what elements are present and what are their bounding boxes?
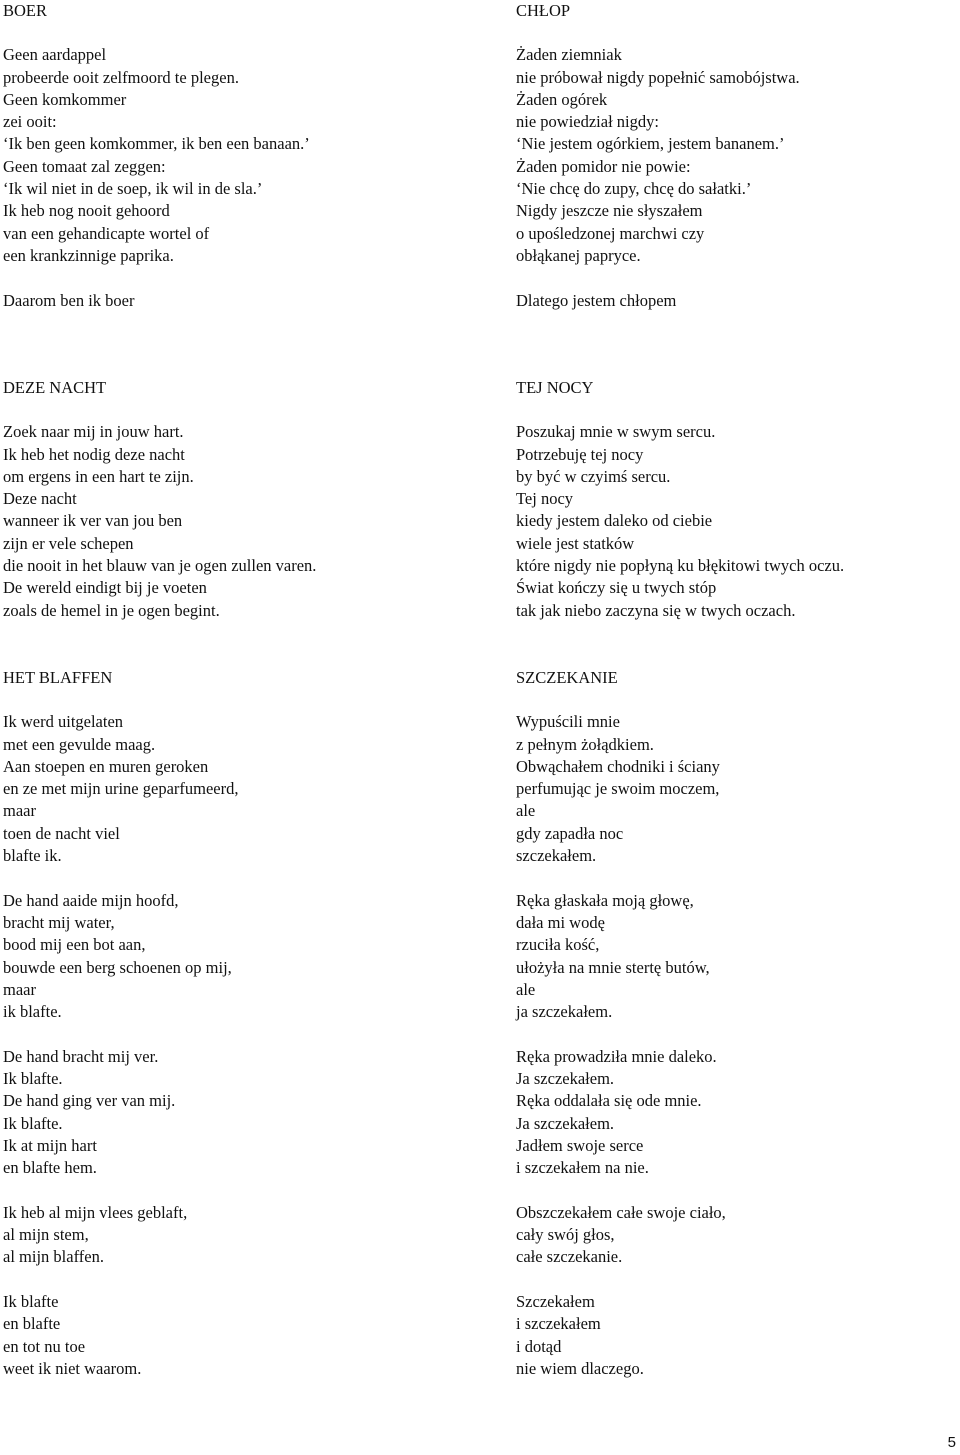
poem-title: DEZE NACHT [3,378,107,397]
poem-line: bracht mij water, [3,912,115,932]
poem-line: Ik werd uitgelaten [3,712,124,732]
poem-line: z pełnym żołądkiem. [516,734,654,754]
poem-line: ik blafte. [3,1002,62,1022]
stanza [3,421,463,622]
poem-line: Ik heb al mijn vlees geblaft, [3,1202,188,1222]
poem-line: De wereld eindigt bij je voeten [3,578,207,598]
poem-dutch-deze-nacht [3,377,463,622]
poem-line: gdy zapadła noc [516,823,624,843]
poem-line: De hand bracht mij ver. [3,1046,159,1066]
poem-line: Potrzebuję tej nocy [516,444,644,464]
stanza [3,1202,463,1269]
poem-line: Ręka oddalała się ode mnie. [516,1091,702,1111]
poem-line: Żaden pomidor nie powie: [516,156,691,176]
poem-line: obłąkanej papryce. [516,245,641,265]
poem-line: kiedy jestem daleko od ciebie [516,511,713,531]
poem-line: Dlatego jestem chłopem [516,290,677,310]
poem-line: zoals de hemel in je ogen begint. [3,600,220,620]
poem-line: ‘Ik wil niet in de soep, ik wil in de sla.’ [3,179,263,199]
poem-line: toen de nacht viel [3,823,120,843]
poem-line: Ik blafte. [3,1113,63,1133]
title-spacer [516,399,960,421]
poem-line: ‘Ik ben geen komkommer, ik ben een banaan.’ [3,134,310,154]
poem-title: TEJ NOCY [516,378,594,397]
stanza [3,1291,463,1380]
page-number: 5 [947,1434,956,1451]
poem-line: probeerde ooit zelfmoord te plegen. [3,67,239,87]
poem-line: Obwąchałem chodniki i ściany [516,756,720,776]
poem-line: Aan stoepen en muren geroken [3,756,209,776]
stanza-spacer [3,867,463,889]
poem-title: SZCZEKANIE [516,668,618,687]
stanza [516,1202,960,1269]
poem-line: weet ik niet waarom. [3,1358,142,1378]
stanza [516,44,960,267]
poem-line: Żaden ziemniak [516,45,622,65]
title-spacer [3,399,463,421]
poem-line: ułożyła na mnie stertę butów, [516,957,710,977]
title-spacer [3,22,463,44]
poem-line: ale [516,801,536,821]
poem-line: Obszczekałem całe swoje ciało, [516,1202,726,1222]
poem-line: rzuciła kość, [516,935,600,955]
poem-line: met een gevulde maag. [3,734,156,754]
poem-line: al mijn blaffen. [3,1247,104,1267]
poem-line: en ze met mijn urine geparfumeerd, [3,779,239,799]
stanza [516,711,960,867]
poem-line: Poszukaj mnie w swym sercu. [516,422,716,442]
poem-line: Zoek naar mij in jouw hart. [3,422,184,442]
poem-line: całe szczekanie. [516,1247,623,1267]
poem-line: Ręka głaskała moją głowę, [516,890,694,910]
poem-line: by być w czyimś sercu. [516,466,671,486]
poem-line: Nigdy jeszcze nie słyszałem [516,201,703,221]
poem-line: zei ooit: [3,112,57,132]
poem-line: i szczekałem [516,1314,601,1334]
poem-line: Jadłem swoje serce [516,1135,644,1155]
poem-line: die nooit in het blauw van je ogen zullen varen. [3,556,317,576]
stanza-spacer [3,1023,463,1045]
stanza-spacer [3,267,463,289]
poem-line: ‘Nie chcę do zupy, chcę do sałatki.’ [516,179,752,199]
stanza [3,290,463,312]
poem-line: De hand aaide mijn hoofd, [3,890,179,910]
poem-line: Świat kończy się u twych stóp [516,578,717,598]
poem-line: al mijn stem, [3,1225,89,1245]
poem-line: nie powiedział nigdy: [516,112,659,132]
poem-line: Geen tomaat zal zeggen: [3,156,166,176]
poem-line: Deze nacht [3,489,77,509]
stanza-spacer [516,267,960,289]
poem-line: De hand ging ver van mij. [3,1091,176,1111]
poem-line: van een gehandicapte wortel of [3,223,210,243]
stanza-spacer [3,1269,463,1291]
poem-line: bouwde een berg schoenen op mij, [3,957,232,977]
poem-title: CHŁOP [516,1,571,20]
stanza [3,890,463,1024]
poem-line: maar [3,801,36,821]
poem-line: tak jak niebo zaczyna się w twych oczach. [516,600,796,620]
stanza-spacer [516,867,960,889]
poem-line: Daarom ben ik boer [3,290,135,310]
poem-line: nie wiem dlaczego. [516,1358,644,1378]
stanza [516,1291,960,1380]
poem-line: ale [516,979,536,999]
poem-line: o upośledzonej marchwi czy [516,223,705,243]
poem-line: ‘Nie jestem ogórkiem, jestem bananem.’ [516,134,785,154]
poem-line: een krankzinnige paprika. [3,245,174,265]
poem-line: en blafte hem. [3,1158,97,1178]
stanza [516,890,960,1024]
poem-title: BOER [3,1,48,20]
poem-line: Ja szczekałem. [516,1113,615,1133]
poem-line: Geen komkommer [3,89,127,109]
poem-line: wanneer ik ver van jou ben [3,511,183,531]
poem-line: dała mi wodę [516,912,605,932]
stanza [516,1046,960,1180]
poem-line: Wypuścili mnie [516,712,620,732]
poem-line: Ręka prowadziła mnie daleko. [516,1046,717,1066]
poem-line: Ik heb het nodig deze nacht [3,444,185,464]
poem-line: blafte ik. [3,846,62,866]
poem-line: Szczekałem [516,1292,595,1312]
stanza-spacer [516,1180,960,1202]
poem-line: Ik heb nog nooit gehoord [3,201,170,221]
poem-dutch-het-blaffen [3,667,463,1380]
poem-line: cały swój głos, [516,1225,615,1245]
poem-line: ja szczekałem. [516,1002,613,1022]
poem-line: Ja szczekałem. [516,1069,615,1089]
poem-line: bood mij een bot aan, [3,935,146,955]
poem-line: Ik at mijn hart [3,1135,97,1155]
poem-line: i dotąd [516,1336,562,1356]
poem-line: en blafte [3,1314,61,1334]
stanza [3,1046,463,1180]
poem-line: Ik blafte [3,1292,59,1312]
poem-polish-szczekanie [516,667,960,1380]
poem-line: Tej nocy [516,489,574,509]
poem-line: perfumując je swoim moczem, [516,779,720,799]
poem-line: Geen aardappel [3,45,107,65]
stanza [3,44,463,267]
stanza [3,711,463,867]
poem-line: Żaden ogórek [516,89,608,109]
poem-line: Ik blafte. [3,1069,63,1089]
title-spacer [516,689,960,711]
title-spacer [516,22,960,44]
poem-polish-tej-nocy [516,377,960,622]
poem-polish-chlop [516,0,960,312]
poem-line: wiele jest statków [516,533,635,553]
poem-dutch-boer [3,0,463,312]
poem-line: i szczekałem na nie. [516,1158,649,1178]
stanza [516,290,960,312]
stanza-spacer [3,1180,463,1202]
stanza-spacer [516,1023,960,1045]
stanza-spacer [516,1269,960,1291]
poem-title: HET BLAFFEN [3,668,113,687]
stanza [516,421,960,622]
poem-line: om ergens in een hart te zijn. [3,466,194,486]
poem-line: nie próbował nigdy popełnić samobójstwa. [516,67,800,87]
poem-line: które nigdy nie popłyną ku błękitowi twych oczu. [516,556,845,576]
title-spacer [3,689,463,711]
poem-line: zijn er vele schepen [3,533,134,553]
poem-line: en tot nu toe [3,1336,86,1356]
poem-line: szczekałem. [516,846,597,866]
poem-line: maar [3,979,36,999]
